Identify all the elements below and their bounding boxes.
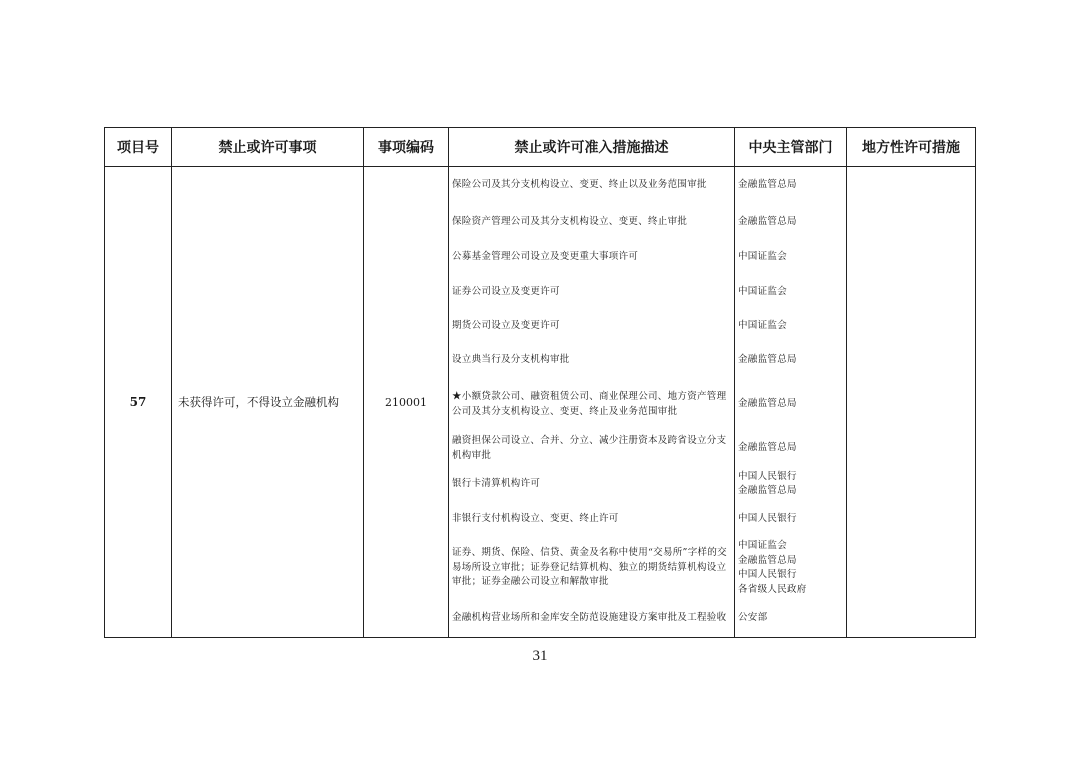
description-column [449, 167, 735, 638]
measure-description: 保险公司及其分支机构设立、变更、终止以及业务范围审批 [452, 179, 707, 191]
permit-table [104, 127, 976, 638]
page-number: 31 [532, 648, 548, 664]
measure-department: 中国证监会 金融监管总局 中国人民银行 各省级人民政府 [738, 540, 807, 595]
header-department: 中央主管部门 [735, 128, 847, 167]
matter-text: 未获得许可，不得设立金融机构 [172, 167, 364, 638]
measure-department: 金融监管总局 [738, 442, 797, 454]
measure-description: 金融机构营业场所和金库安全防范设施建设方案审批及工程验收 [452, 612, 727, 624]
measure-department: 金融监管总局 [738, 398, 797, 410]
header-local-measure: 地方性许可措施 [847, 128, 976, 167]
header-code: 事项编码 [364, 128, 449, 167]
item-number: 57 [105, 167, 172, 638]
department-column [735, 167, 847, 638]
measure-description: 期货公司设立及变更许可 [452, 319, 560, 331]
measure-department: 中国人民银行 金融监管总局 [738, 470, 797, 496]
measure-department: 金融监管总局 [738, 215, 797, 227]
measure-department: 中国证监会 [738, 285, 788, 297]
header-matter: 禁止或许可事项 [172, 128, 364, 167]
measure-department: 金融监管总局 [738, 354, 797, 366]
local-measure-cell [847, 167, 976, 638]
measure-description: 融资担保公司设立、合并、分立、减少注册资本及跨省设立分支机构审批 [452, 435, 727, 461]
measure-description: 非银行支付机构设立、变更、终止许可 [452, 512, 619, 524]
measure-description: 证券公司设立及变更许可 [452, 285, 560, 297]
header-item-number: 项目号 [105, 128, 172, 167]
table-row [105, 167, 976, 638]
measure-description: 保险资产管理公司及其分支机构设立、变更、终止审批 [452, 215, 688, 227]
measure-department: 公安部 [738, 612, 768, 624]
item-code: 210001 [364, 167, 449, 638]
measure-description: 公募基金管理公司设立及变更重大事项许可 [452, 251, 639, 263]
measure-department: 中国证监会 [738, 251, 788, 263]
measure-description: 银行卡清算机构许可 [452, 477, 541, 489]
measure-department: 中国人民银行 [738, 512, 797, 524]
measure-department: 金融监管总局 [738, 179, 797, 191]
measure-description: ★小额贷款公司、融资租赁公司、商业保理公司、地方资产管理公司及其分支机构设立、变更、终止及业务范围审批 [452, 391, 727, 417]
measure-description: 设立典当行及分支机构审批 [452, 354, 570, 366]
measure-description: 证券、期货、保险、信贷、黄金及名称中使用“交易所”字样的交易场所设立审批；证券登记结算机构、独立的期货结算机构设立审批；证券金融公司设立和解散审批 [452, 547, 727, 588]
header-description: 禁止或许可准入措施描述 [449, 128, 735, 167]
table-header-row [105, 128, 976, 167]
measure-department: 中国证监会 [738, 319, 788, 331]
